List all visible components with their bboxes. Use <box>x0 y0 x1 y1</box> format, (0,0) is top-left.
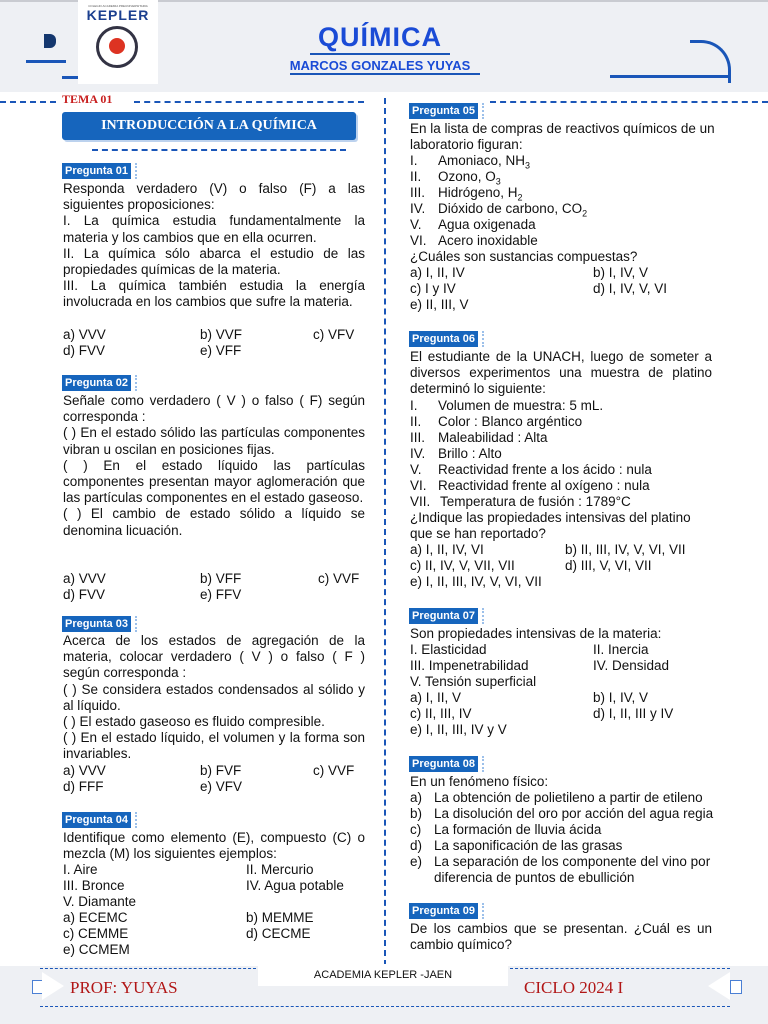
option: a) VVV <box>63 571 106 586</box>
item-text: Brillo : Alto <box>438 446 502 461</box>
item-text: La saponificación de las grasas <box>434 838 623 853</box>
item-letter: b) <box>410 806 423 821</box>
item-number: VII. <box>410 494 431 509</box>
item-text: La separación de los componente del vino por <box>434 854 711 869</box>
item-number: V. <box>410 462 422 477</box>
list-item: I. Elasticidad <box>410 642 487 657</box>
option: a) VVV <box>63 327 106 342</box>
question-text <box>63 181 365 311</box>
arrow-left-shaft <box>730 980 742 994</box>
item-letter: a) <box>410 790 423 805</box>
option: c) CEMME <box>63 926 129 941</box>
list-item: IV. Densidad <box>593 658 670 673</box>
question-label: Pregunta 08 <box>409 756 478 772</box>
question-label: Pregunta 04 <box>62 812 131 828</box>
question-line: I. La química estudia fundamentalmente la materia y los cambios que en ella ocurren. <box>63 213 365 245</box>
question-line: ( ) En el estado líquido, el volumen y la forma son invariables. <box>63 730 365 762</box>
option: e) FFV <box>200 587 242 602</box>
question-text: Son propiedades intensivas de la materia: <box>410 626 662 641</box>
question-text: Identifique como elemento (E), compuesto (C) o mezcla (M) los siguientes ejemplos: <box>63 830 365 862</box>
list-item <box>410 430 548 446</box>
item-letter: c) <box>410 822 422 837</box>
option: c) VFV <box>313 327 355 342</box>
footer-center-text: ACADEMIA KEPLER -JAEN <box>258 964 508 986</box>
logo-small-text: COLEGIO ACADEMIA PREUNIVERSITARIA <box>88 4 148 8</box>
option: d) I, IV, V, VI <box>593 281 668 296</box>
footer-dashes-left <box>40 968 256 969</box>
question-prompt: ¿Cuáles son sustancias compuestas? <box>410 249 638 264</box>
item-text: Reactividad frente a los ácido : nula <box>438 462 652 477</box>
list-item <box>410 854 711 870</box>
item-name: Hidrógeno, H <box>438 185 518 200</box>
item-letter: d) <box>410 838 423 853</box>
header-rule-left <box>26 60 66 63</box>
item-number: I. <box>410 153 418 168</box>
option: b) MEMME <box>246 910 314 925</box>
question-prompt: ¿Indique las propiedades intensivas del platino que se han reportado? <box>410 510 691 542</box>
list-item <box>410 217 536 233</box>
column-divider <box>384 98 386 966</box>
header-tab-marker <box>44 34 56 48</box>
item-name: Dióxido de carbono, CO <box>438 201 583 216</box>
question-label: Pregunta 07 <box>409 608 478 624</box>
item-text: Agua oxigenada <box>438 217 536 232</box>
option: c) I y IV <box>410 281 456 296</box>
option: c) VVF <box>313 763 355 778</box>
item-text: La formación de lluvia ácida <box>434 822 602 837</box>
item-text: Reactividad frente al oxígeno : nula <box>438 478 650 493</box>
header-dashes-left <box>0 101 56 103</box>
subscript: 2 <box>517 192 523 203</box>
question-text <box>63 633 365 763</box>
subscript: 3 <box>525 160 531 171</box>
item-number: VI. <box>410 233 427 248</box>
option: b) I, IV, V <box>593 690 649 705</box>
footer-dashes-right <box>510 968 730 969</box>
arrow-left-icon <box>708 972 730 1000</box>
author-name: MARCOS GONZALES YUYAS <box>289 58 471 73</box>
option: a) I, II, V <box>410 690 462 705</box>
list-item: IV. Agua potable <box>246 878 344 893</box>
footer-right-text: CICLO 2024 I <box>524 978 624 997</box>
list-item <box>410 233 538 249</box>
item-letter: e) <box>410 854 423 869</box>
list-item: III. Bronce <box>63 878 125 893</box>
list-item: I. Aire <box>63 862 98 877</box>
list-item: V. Diamante <box>63 894 137 909</box>
item-text: La disolución del oro por acción del agua regia <box>434 806 714 821</box>
question-line: II. La química sólo abarca el estudio de las propiedades químicas de la materia. <box>63 245 365 278</box>
header-dashes-mid <box>134 101 364 103</box>
item-name: Amoniaco, NH <box>438 153 526 168</box>
option: c) II, IV, V, VII, VII <box>410 558 515 573</box>
question-line: III. La química también estudia la energía involucrada en los cambios que sufre la materia. <box>63 278 365 310</box>
list-item: II. Inercia <box>593 642 649 657</box>
question-label: Pregunta 02 <box>62 375 131 391</box>
item-number: VI. <box>410 478 427 493</box>
question-text: En un fenómeno físico: <box>410 774 549 789</box>
author-underline <box>290 73 480 75</box>
option: e) VFV <box>200 779 243 794</box>
option: d) III, V, VI, VII <box>565 558 652 573</box>
title-underline <box>310 53 450 55</box>
list-item <box>410 446 502 462</box>
question-label: Pregunta 06 <box>409 331 478 347</box>
question-label: Pregunta 01 <box>62 163 131 179</box>
question-text <box>63 393 365 539</box>
banner-dashes <box>92 149 346 151</box>
list-item: II. Mercurio <box>246 862 314 877</box>
option: e) I, II, III, IV y V <box>410 722 507 737</box>
list-item: V. Tensión superficial <box>410 674 537 689</box>
item-text: Temperatura de fusión : 1789°C <box>440 494 631 509</box>
question-text: El estudiante de la UNACH, luego de someter a diversos experimentos una muestra de platino determinó lo siguiente: <box>410 349 712 397</box>
question-line: ( ) En el estado sólido las partículas componentes vibran u oscilan en posiciones fijas. <box>63 425 365 457</box>
option: e) VFF <box>200 343 242 358</box>
option: c) VVF <box>318 571 360 586</box>
item-text: Color : Blanco argéntico <box>438 414 583 429</box>
option: a) I, II, IV, VI <box>410 542 484 557</box>
option: b) I, IV, V <box>593 265 649 280</box>
option: b) FVF <box>200 763 242 778</box>
question-text: De los cambios que se presentan. ¿Cuál es un cambio químico? <box>410 921 712 953</box>
item-number: V. <box>410 217 422 232</box>
arrow-right-icon <box>42 972 64 1000</box>
list-item <box>410 462 652 478</box>
option: c) II, III, IV <box>410 706 472 721</box>
item-number: III. <box>410 185 426 200</box>
item-number: II. <box>410 169 422 184</box>
list-item <box>410 414 583 430</box>
option: b) VFF <box>200 571 242 586</box>
question-label: Pregunta 03 <box>62 616 131 632</box>
list-item <box>410 478 650 494</box>
list-item <box>410 494 631 510</box>
item-text: diferencia de puntos de ebullición <box>434 870 635 885</box>
item-text: Volumen de muestra: 5 mL. <box>438 398 604 413</box>
list-item <box>410 822 602 838</box>
list-item <box>410 790 703 806</box>
question-line: ( ) El cambio de estado sólido a líquido se denomina licuación. <box>63 506 365 538</box>
tema-title-banner: INTRODUCCIÓN A LA QUÍMICA <box>62 112 356 140</box>
option: d) FVV <box>63 587 106 602</box>
list-item <box>410 169 501 187</box>
question-line: ( ) El estado gaseoso es fluido compresible. <box>63 714 325 730</box>
list-item <box>410 185 523 203</box>
subscript: 3 <box>495 176 501 187</box>
list-item <box>410 398 604 414</box>
page-title: QUÍMICA <box>318 22 442 52</box>
question-line: ( ) Se considera estados condensados al sólido y al líquido. <box>63 681 365 713</box>
item-text: Acero inoxidable <box>438 233 538 248</box>
list-item <box>410 201 588 219</box>
list-item <box>410 153 531 171</box>
question-line: Responda verdadero (V) o falso (F) a las siguientes proposiciones: <box>63 181 365 213</box>
footer-dashes-bottom <box>40 1006 730 1007</box>
question-line: ( ) En el estado líquido las partículas componentes presentan mayor aglomeración que las partículas componentes en el estado gaseoso. <box>63 457 365 506</box>
item-number: II. <box>410 414 422 429</box>
question-label: Pregunta 05 <box>409 103 478 119</box>
option: d) CECME <box>246 926 311 941</box>
list-item: III. Impenetrabilidad <box>410 658 529 673</box>
item-text: La obtención de polietileno a partir de etileno <box>434 790 703 805</box>
option: e) II, III, V <box>410 297 469 312</box>
logo-seal-center <box>109 38 125 54</box>
header-rule-right <box>610 75 730 78</box>
option: d) FVV <box>63 343 106 358</box>
logo-text: KEPLER <box>86 7 150 23</box>
item-number: III. <box>410 430 426 445</box>
item-number: IV. <box>410 201 426 216</box>
option: d) I, II, III y IV <box>593 706 674 721</box>
option: b) VVF <box>200 327 243 342</box>
question-line: Acerca de los estados de agregación de la materia, colocar verdadero ( V ) o falso ( F ) según corresponda : <box>63 633 365 681</box>
option: a) VVV <box>63 763 106 778</box>
question-label: Pregunta 09 <box>409 903 478 919</box>
item-text: Maleabilidad : Alta <box>438 430 548 445</box>
tema-label: TEMA 01 <box>62 92 113 106</box>
option: d) FFF <box>63 779 104 794</box>
item-number: I. <box>410 398 418 413</box>
item-number: IV. <box>410 446 426 461</box>
header-dashes-right <box>490 101 768 103</box>
list-item <box>410 838 623 854</box>
option: a) I, II, IV <box>410 265 465 280</box>
option: b) II, III, IV, V, VI, VII <box>565 542 686 557</box>
footer-left-text: PROF: YUYAS <box>70 978 178 997</box>
option: e) I, II, III, IV, V, VI, VII <box>410 574 542 589</box>
option: a) ECEMC <box>63 910 128 925</box>
question-text: En la lista de compras de reactivos químicos de un laboratorio figuran: <box>410 121 715 153</box>
list-item <box>410 806 714 822</box>
option: e) CCMEM <box>63 942 130 957</box>
question-line: Señale como verdadero ( V ) o falso ( F) según corresponda : <box>63 393 365 425</box>
subscript: 2 <box>582 208 588 219</box>
item-name: Ozono, O <box>438 169 496 184</box>
